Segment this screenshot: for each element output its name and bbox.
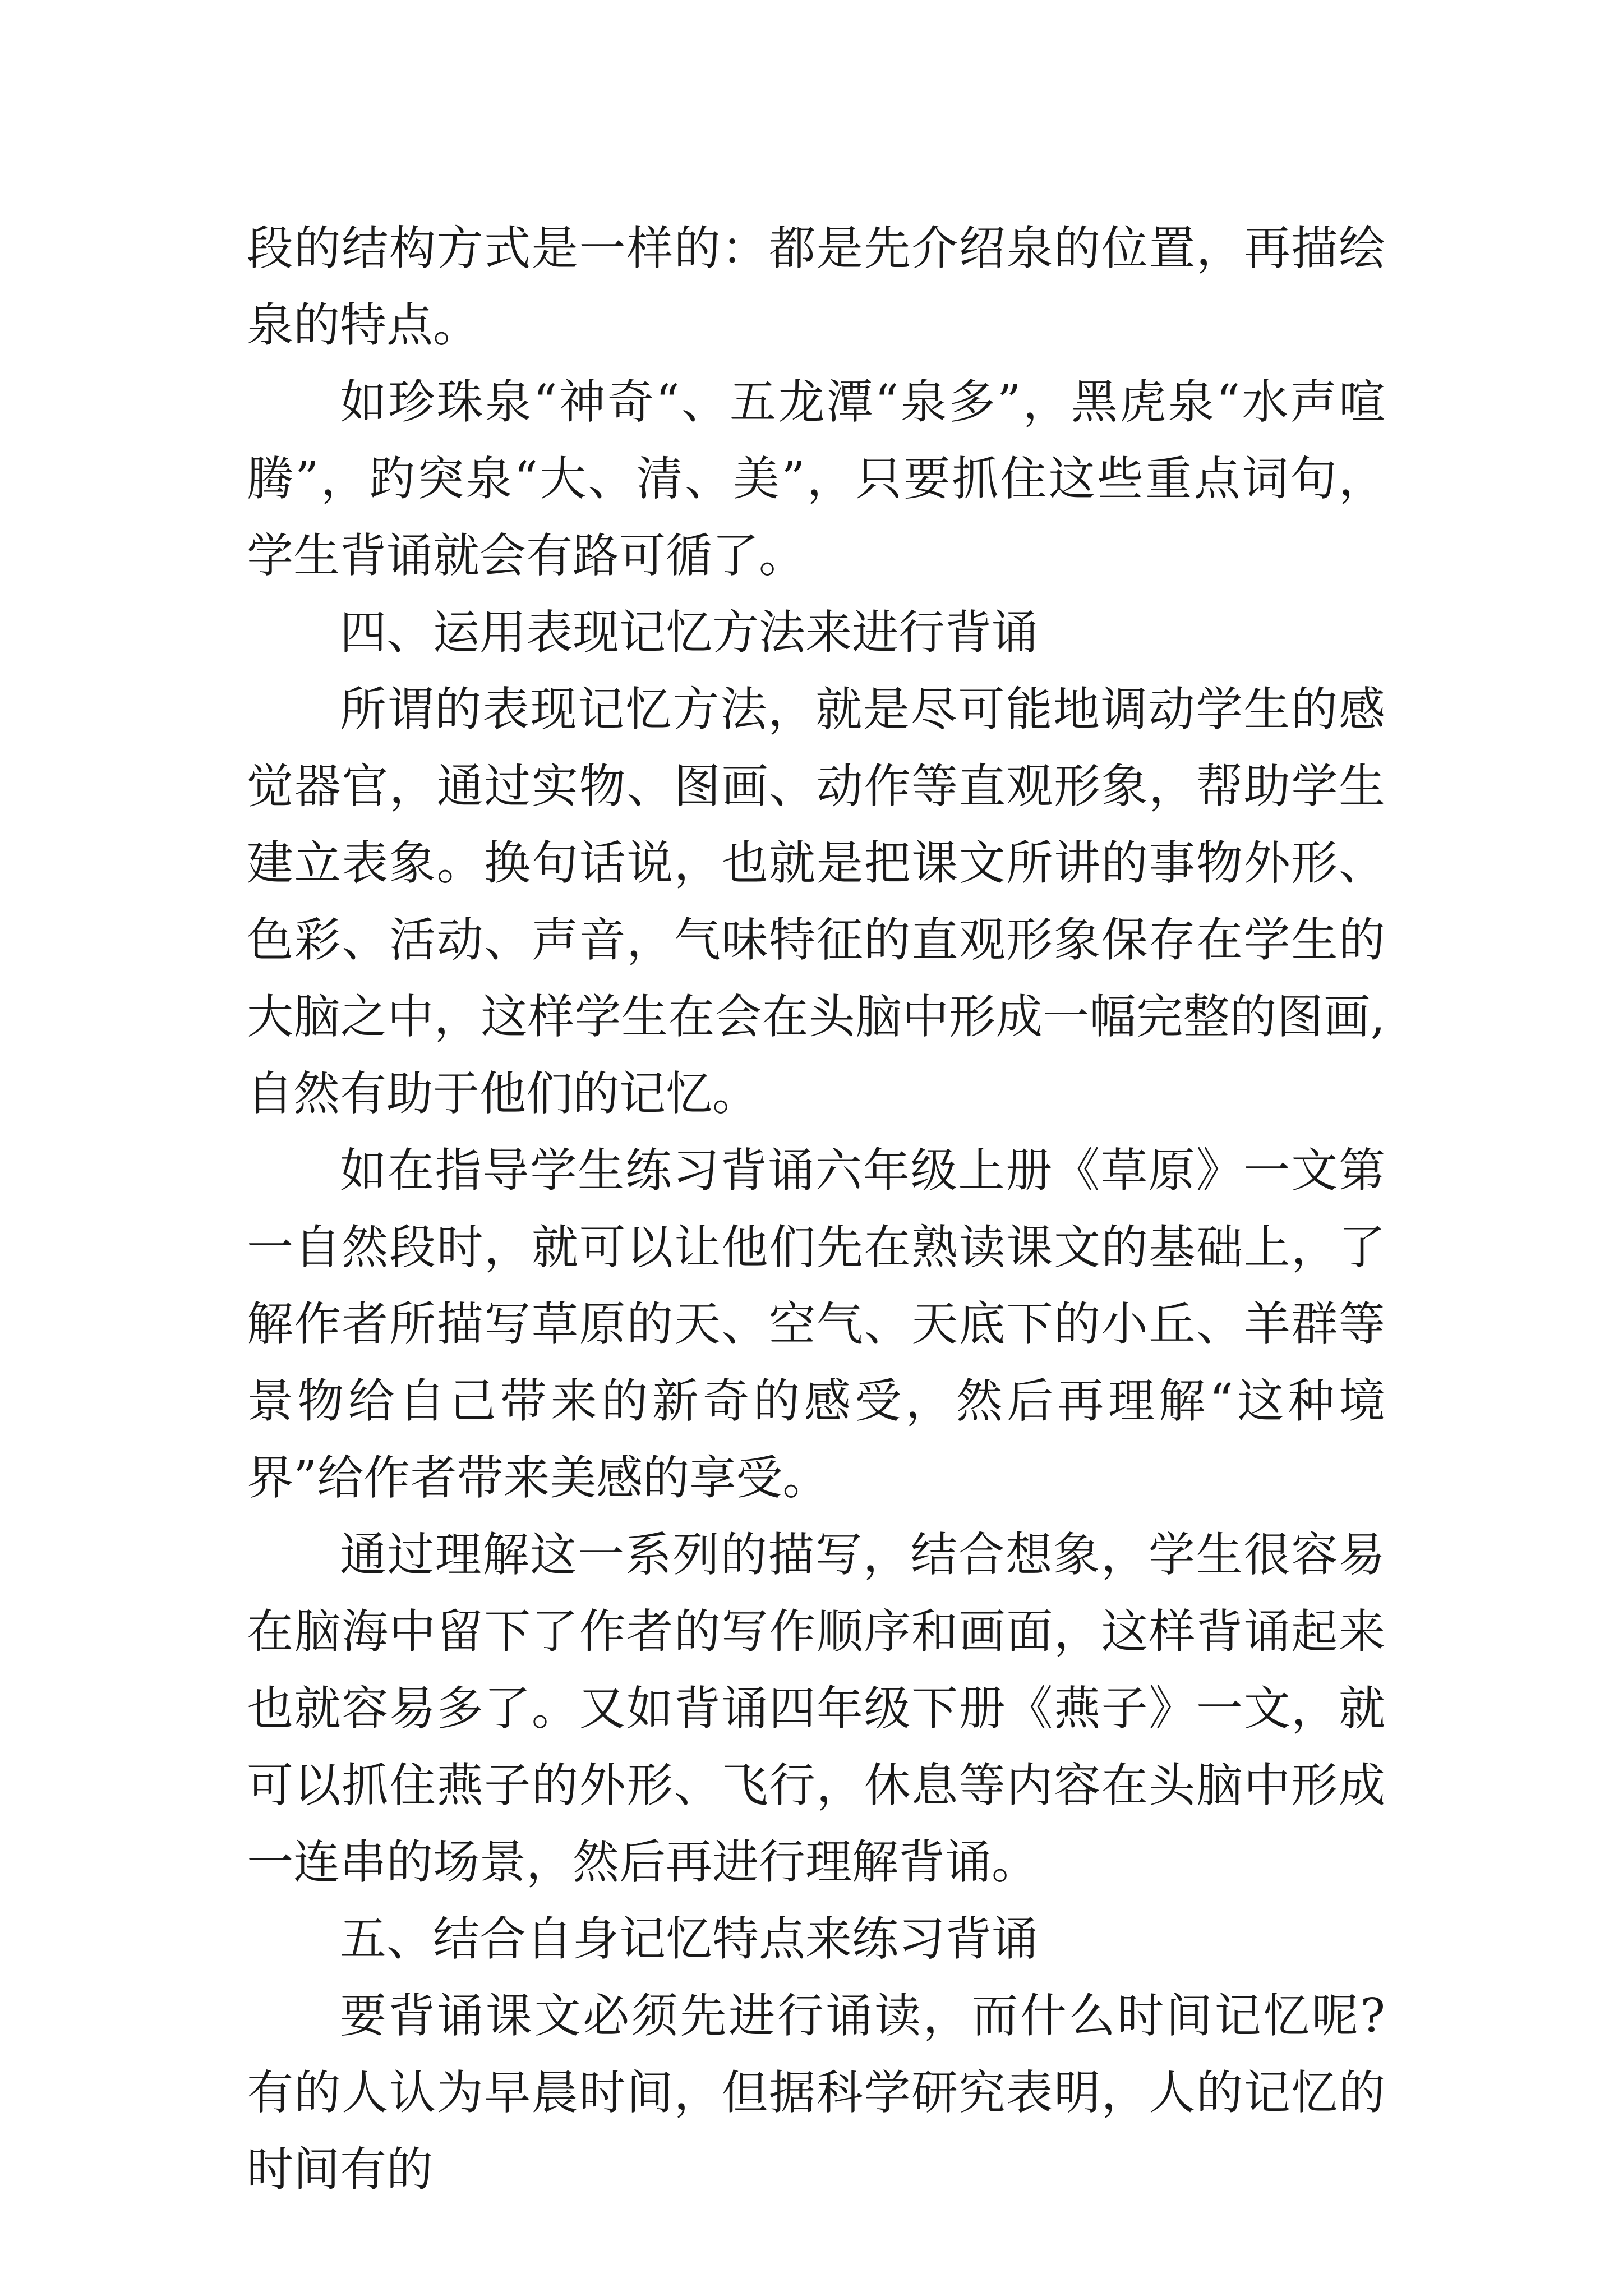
paragraph-method-definition: 所谓的表现记忆方法，就是尽可能地调动学生的感觉器官，通过实物、图画、动作等直观形象，帮助学生建立表象。换句话说，也就是把课文所讲的事物外形、色彩、活动、声音，气味特征的直观形象保存在学生的大脑之中，这样学生在会在头脑中形成一幅完整的图画,自然有助于他们的记忆。 [247, 682, 1385, 1121]
document-body [247, 210, 1385, 2208]
paragraph-continued: 段的结构方式是一样的：都是先介绍泉的位置，再描绘泉的特点。 [247, 221, 1385, 352]
paragraph-spring-examples: 如珍珠泉“神奇“、五龙潭“泉多”，黑虎泉“水声喧腾”，趵突泉“大、清、美”，只要抓住这些重点词句，学生背诵就会有路可循了。 [247, 375, 1385, 583]
paragraph-swallow-example: 通过理解这一系列的描写，结合想象，学生很容易在脑海中留下了作者的写作顺序和画面，这样背诵起来也就容易多了。又如背诵四年级下册《燕子》一文，就可以抓住燕子的外形、飞行，休息等内容在头脑中形成一连串的场景，然后再进行理解背诵。 [247, 1527, 1385, 1889]
section-heading-4: 四、运用表现记忆方法来进行背诵 [340, 605, 1038, 660]
paragraph-grassland-example: 如在指导学生练习背诵六年级上册《草原》一文第一自然段时，就可以让他们先在熟读课文的基础上，了解作者所描写草原的天、空气、天底下的小丘、羊群等景物给自己带来的新奇的感受，然后再理解“这种境界”给作者带来美感的享受。 [247, 1143, 1385, 1505]
paragraph-memory-time: 要背诵课文必须先进行诵读，而什么时间记忆呢?有的人认为早晨时间，但据科学研究表明，人的记忆的时间有的 [247, 1989, 1385, 2197]
section-heading-5: 五、结合自身记忆特点来练习背诵 [340, 1912, 1038, 1966]
